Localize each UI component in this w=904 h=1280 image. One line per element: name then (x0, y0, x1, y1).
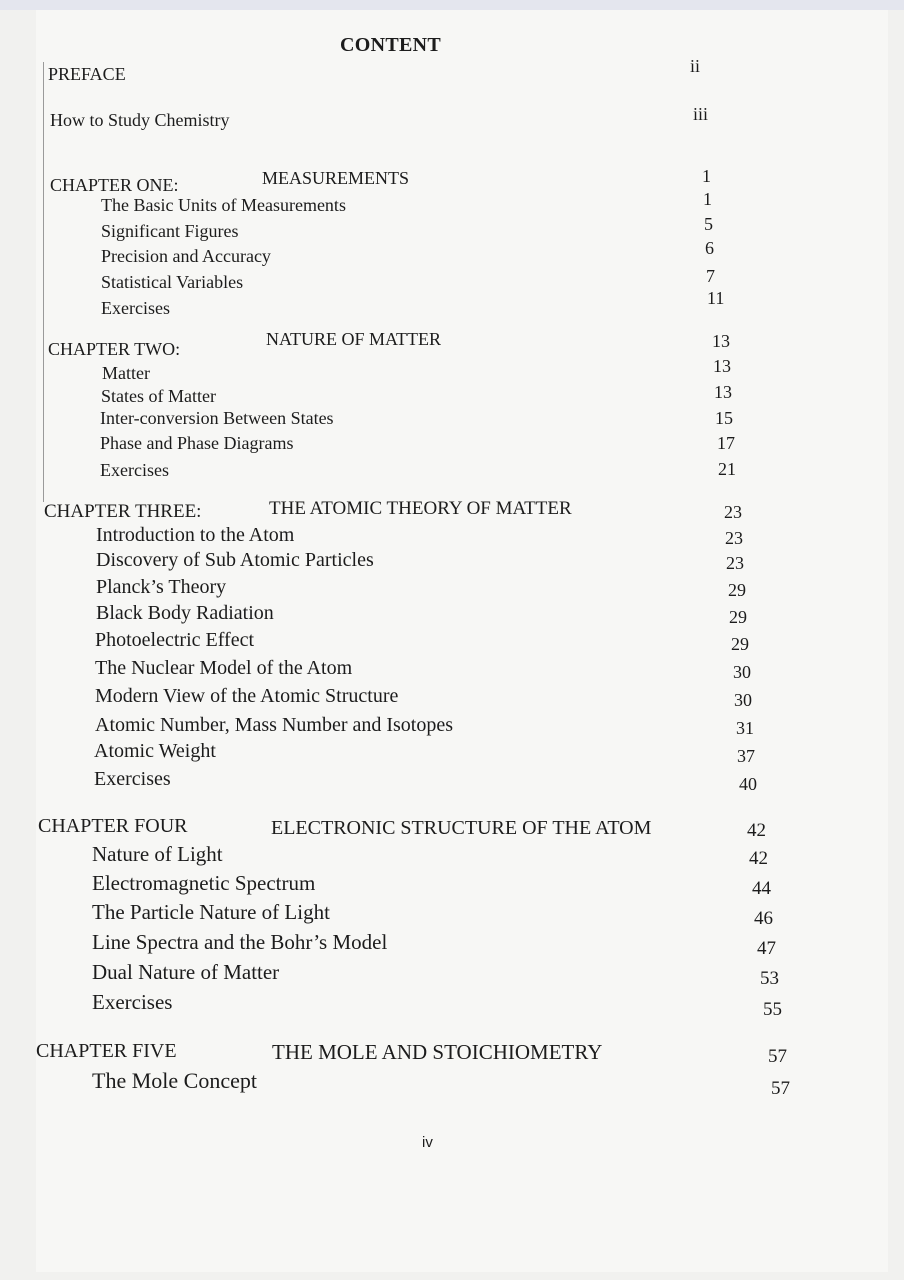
toc-entry: The Basic Units of Measurements (101, 195, 346, 215)
top-strip (0, 0, 904, 10)
toc-entry-page: 21 (718, 459, 736, 479)
chapter-one-label: CHAPTER ONE: (50, 175, 179, 195)
toc-entry-page: 5 (704, 214, 713, 234)
toc-entry-page: 13 (713, 356, 731, 376)
toc-entry: The Nuclear Model of the Atom (95, 657, 353, 679)
toc-entry-page: 7 (706, 266, 715, 286)
toc-entry-page: 30 (734, 690, 752, 710)
toc-entry: Modern View of the Atomic Structure (95, 685, 399, 707)
chapter-two-page: 13 (712, 331, 730, 351)
toc-entry-page: 29 (731, 634, 749, 654)
toc-entry-page: 47 (757, 938, 776, 959)
toc-entry-page: 40 (739, 774, 757, 794)
toc-entry-page: 23 (726, 553, 744, 573)
chapter-two-label: CHAPTER TWO: (48, 339, 181, 359)
toc-entry-page: 29 (729, 607, 747, 627)
toc-entry: Precision and Accuracy (101, 246, 271, 266)
toc-entry: Exercises (94, 768, 171, 790)
toc-entry: The Particle Nature of Light (92, 900, 330, 924)
chapter-one-title: MEASUREMENTS (262, 168, 410, 188)
toc-entry-page: 29 (728, 580, 746, 600)
toc-how-to-study-label: How to Study Chemistry (50, 110, 230, 130)
chapter-five-label: CHAPTER FIVE (36, 1040, 177, 1062)
toc-entry: Nature of Light (92, 842, 223, 866)
chapter-five-page: 57 (768, 1046, 787, 1067)
toc-entry-page: 57 (771, 1078, 790, 1099)
chapter-five-title: THE MOLE AND STOICHIOMETRY (272, 1040, 603, 1064)
toc-entry-page: 42 (749, 848, 768, 869)
toc-entry: Phase and Phase Diagrams (100, 433, 294, 453)
toc-entry-page: 1 (703, 189, 712, 209)
toc-entry: Inter-conversion Between States (100, 408, 334, 428)
chapter-one-page: 1 (702, 166, 711, 186)
chapter-three-title: THE ATOMIC THEORY OF MATTER (269, 498, 572, 519)
chapter-four-label: CHAPTER FOUR (38, 815, 188, 837)
page-number: iv (422, 1134, 433, 1151)
toc-entry: Line Spectra and the Bohr’s Model (92, 930, 388, 954)
toc-entry: The Mole Concept (92, 1068, 257, 1093)
chapter-three-label: CHAPTER THREE: (44, 501, 202, 522)
toc-entry: Matter (102, 363, 150, 383)
toc-entry: Black Body Radiation (96, 602, 274, 624)
toc-preface-page: ii (690, 56, 701, 76)
toc-entry-page: 17 (717, 433, 735, 453)
toc-entry: States of Matter (101, 386, 216, 406)
toc-entry-page: 23 (725, 528, 743, 548)
toc-entry-page: 30 (733, 662, 751, 682)
toc-entry-page: 6 (705, 238, 714, 258)
toc-preface-label: PREFACE (48, 64, 126, 84)
toc-entry: Electromagnetic Spectrum (92, 871, 316, 895)
margin-line (43, 62, 44, 502)
toc-entry: Discovery of Sub Atomic Particles (96, 549, 374, 571)
toc-entry: Dual Nature of Matter (92, 960, 280, 984)
toc-entry: Statistical Variables (101, 272, 244, 292)
toc-entry-page: 55 (763, 999, 782, 1020)
toc-entry-page: 13 (714, 382, 732, 402)
toc-entry-page: 53 (760, 968, 779, 989)
toc-entry-page: 44 (752, 878, 771, 899)
toc-entry: Significant Figures (101, 221, 239, 241)
toc-entry: Planck’s Theory (96, 576, 227, 598)
toc-entry-page: 37 (737, 746, 755, 766)
toc-entry: Exercises (100, 460, 169, 480)
page-title: CONTENT (340, 34, 442, 56)
chapter-three-page: 23 (724, 502, 742, 522)
toc-entry-page: 46 (754, 908, 773, 929)
toc-how-to-study-page: iii (693, 104, 709, 124)
chapter-four-page: 42 (747, 820, 766, 841)
toc-entry: Photoelectric Effect (95, 629, 255, 651)
chapter-four-title: ELECTRONIC STRUCTURE OF THE ATOM (271, 817, 652, 839)
toc-entry: Exercises (101, 298, 170, 318)
toc-entry-page: 31 (736, 718, 754, 738)
toc-entry: Atomic Weight (94, 740, 216, 762)
toc-entry: Exercises (92, 990, 173, 1014)
toc-entry: Atomic Number, Mass Number and Isotopes (95, 714, 454, 736)
toc-entry-page: 15 (715, 408, 733, 428)
toc-entry: Introduction to the Atom (96, 524, 295, 546)
chapter-two-title: NATURE OF MATTER (266, 329, 442, 349)
toc-entry-page: 11 (707, 288, 725, 308)
